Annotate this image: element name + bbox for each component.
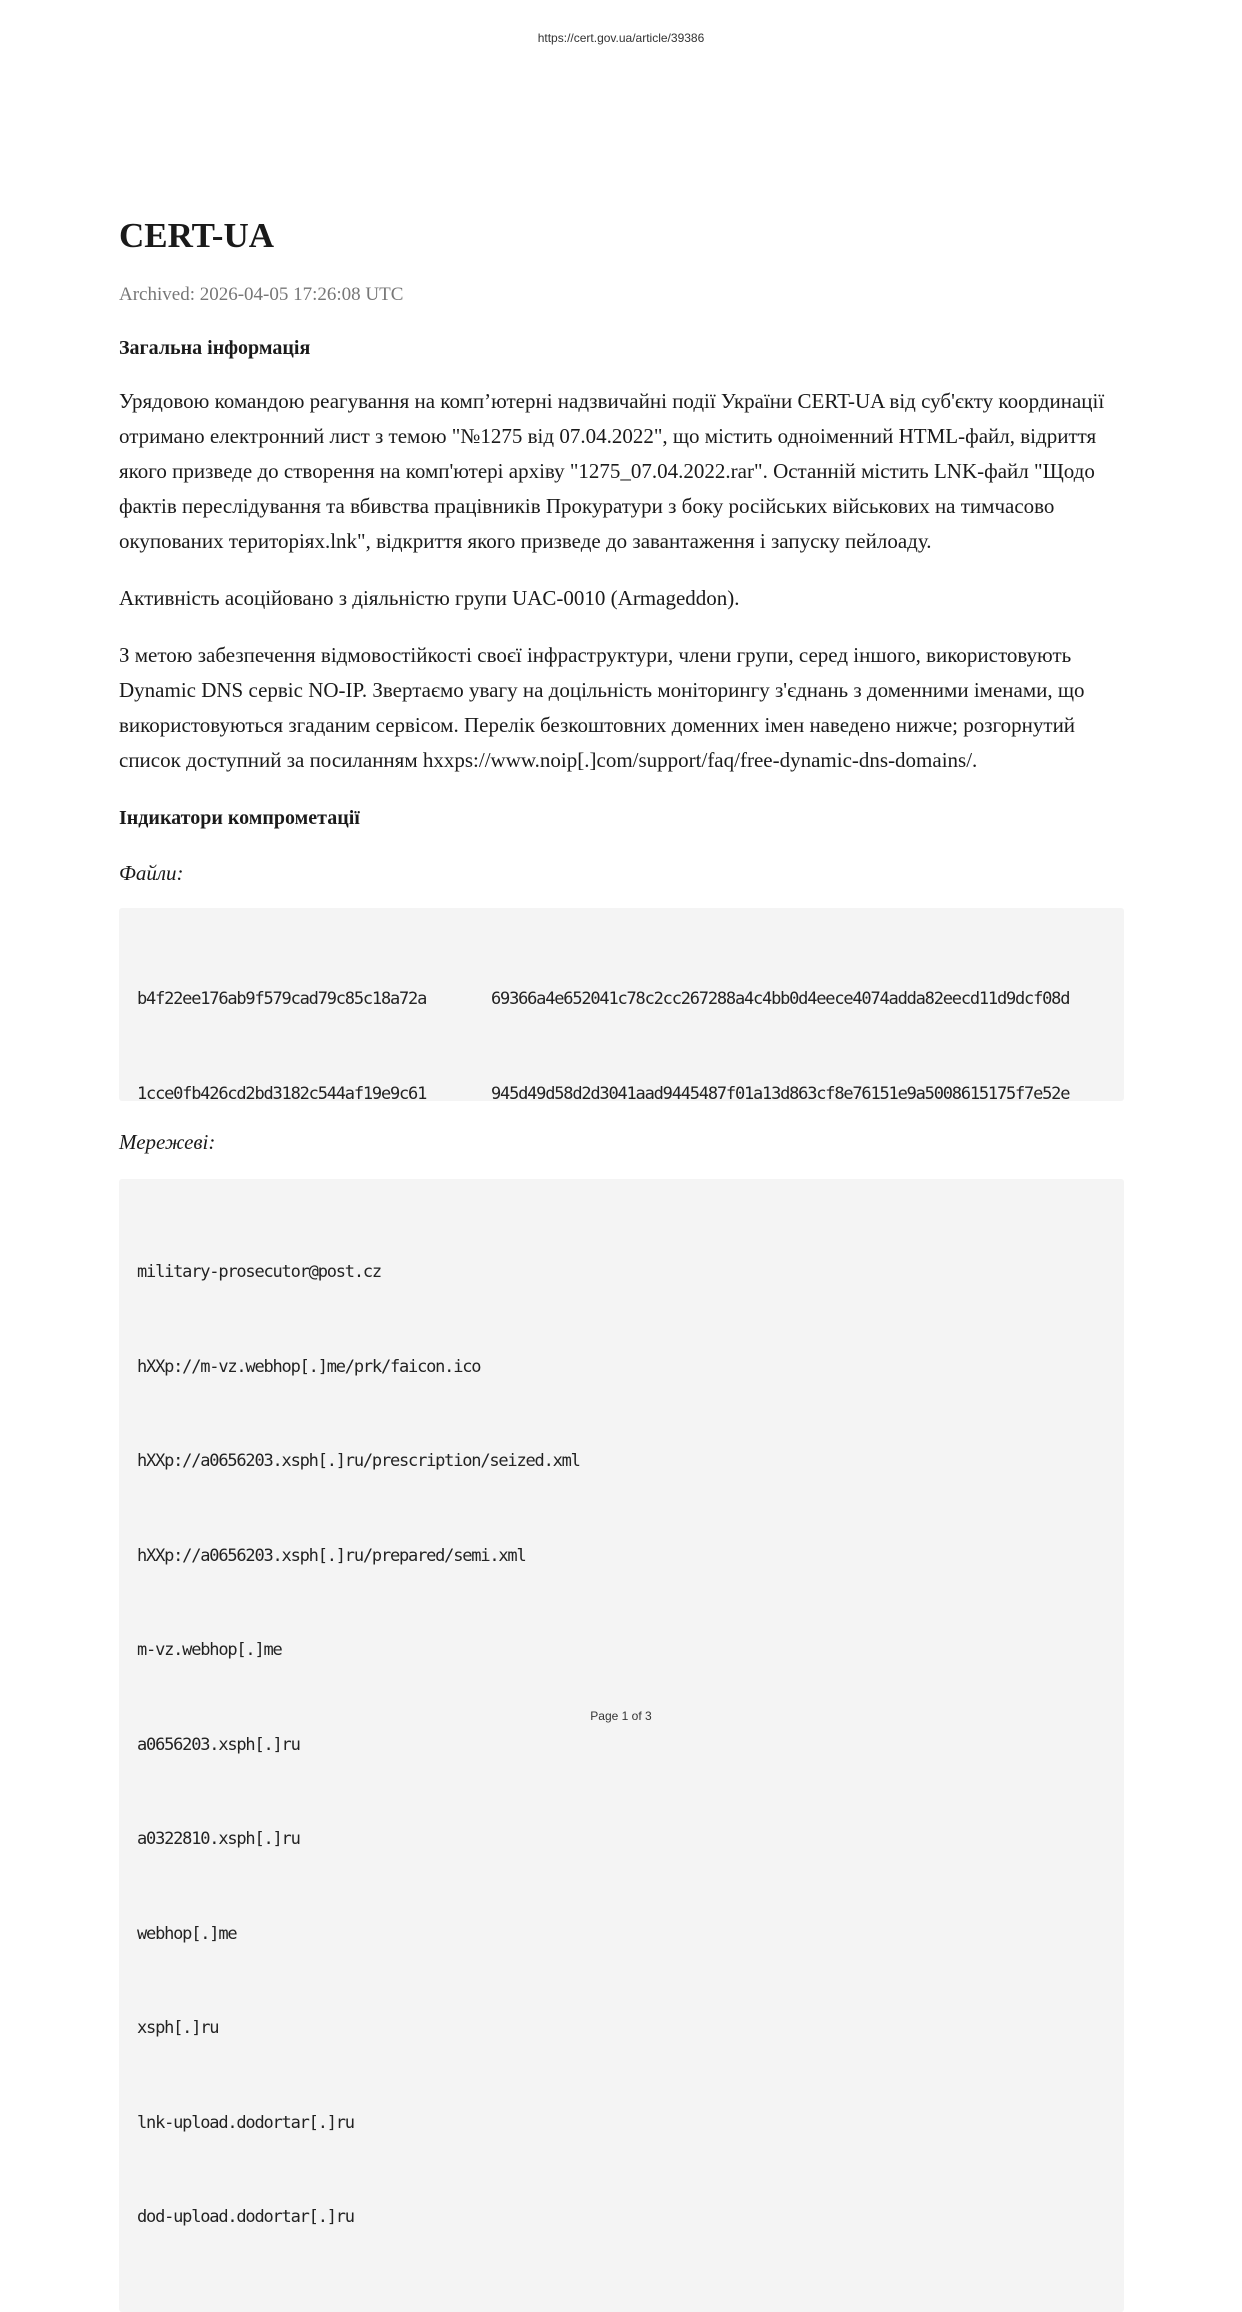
file-md5: 1cce0fb426cd2bd3182c544af19e9c61 [137,1083,427,1101]
network-indicator: webhop[.]me [137,1923,237,1944]
network-indicator: hXXp://a0656203.xsph[.]ru/prepared/semi.xml [137,1545,526,1566]
network-indicator: dod-upload.dodortar[.]ru [137,2207,354,2227]
network-indicator: a0656203.xsph[.]ru [137,1734,300,1755]
file-row [137,1079,1106,1102]
network-indicator: a0322810.xsph[.]ru [137,1829,300,1849]
files-code-block [119,908,1124,1101]
network-indicator: military-prosecutor@post.cz [137,1262,381,1282]
ioc-heading: Індикатори компрометації [119,807,360,829]
page-number: Page 1 of 3 [590,1709,652,1723]
network-code-block [119,1179,1124,2312]
network-indicator: hXXp://a0656203.xsph[.]ru/prescription/seized.xml [137,1451,580,1471]
file-sha256: 69366a4e652041c78c2cc267288a4c4bb0d4eece4074adda82eecd11d9dcf08d [491,989,1070,1009]
file-md5: b4f22ee176ab9f579cad79c85c18a72a [137,989,427,1009]
dns-paragraph: З метою забезпечення відмовостійкості своєї інфраструктури, члени групи, серед іншого, використовують Dynamic DNS сервіс NO-IP. Звертаємо увагу на доцільність моніторингу з'єднань з доменними іменами, що використовуються згаданим сервісом. Перелік безкоштовних доменних імен наведено нижче; розгорнутий список доступний за посиланням hxxps://www.noip[.]com/support/faq/free-dynamic-dns-domains/. [119,643,1085,772]
article [119,212,1124,2312]
file-sha256: 945d49d58d2d3041aad9445487f01a13d863cf8e76151e9a5008615175f7e52e [491,1083,1070,1101]
intro-paragraph: Урядовою командою реагування на комп’ютерні надзвичайні події України CERT-UA від суб'єкту координації отримано електронний лист з темою "№1275 від 07.04.2022", що містить одноіменний HTML-файл, відриття якого призведе до створення на комп'ютері архіву "1275_07.04.2022.rar". Останній містить LNK-файл "Щодо фактів переслідування та вбивства працівників Прокуратури з боку російських військових на тимчасово окупованих територіях.lnk", відкриття якого призведе до завантаження і запуску пейлоаду. [119,389,1105,553]
files-heading: Файли: [119,861,184,885]
page-title: CERT-UA [119,216,275,255]
file-row [137,984,1106,1016]
archived-timestamp: Archived: 2026-04-05 17:26:08 UTC [119,284,404,305]
network-indicator: lnk-upload.dodortar[.]ru [137,2112,354,2133]
network-indicator: hXXp://m-vz.webhop[.]me/prk/faicon.ico [137,1356,481,1377]
activity-paragraph: Активність асоційовано з діяльністю групи UAC-0010 (Armageddon). [119,586,740,610]
page-url: https://cert.gov.ua/article/39386 [537,31,705,45]
network-indicator: m-vz.webhop[.]me [137,1640,282,1660]
network-heading: Мережеві: [119,1130,216,1154]
network-indicator: xsph[.]ru [137,2018,219,2038]
general-info-heading: Загальна інформація [119,337,311,359]
